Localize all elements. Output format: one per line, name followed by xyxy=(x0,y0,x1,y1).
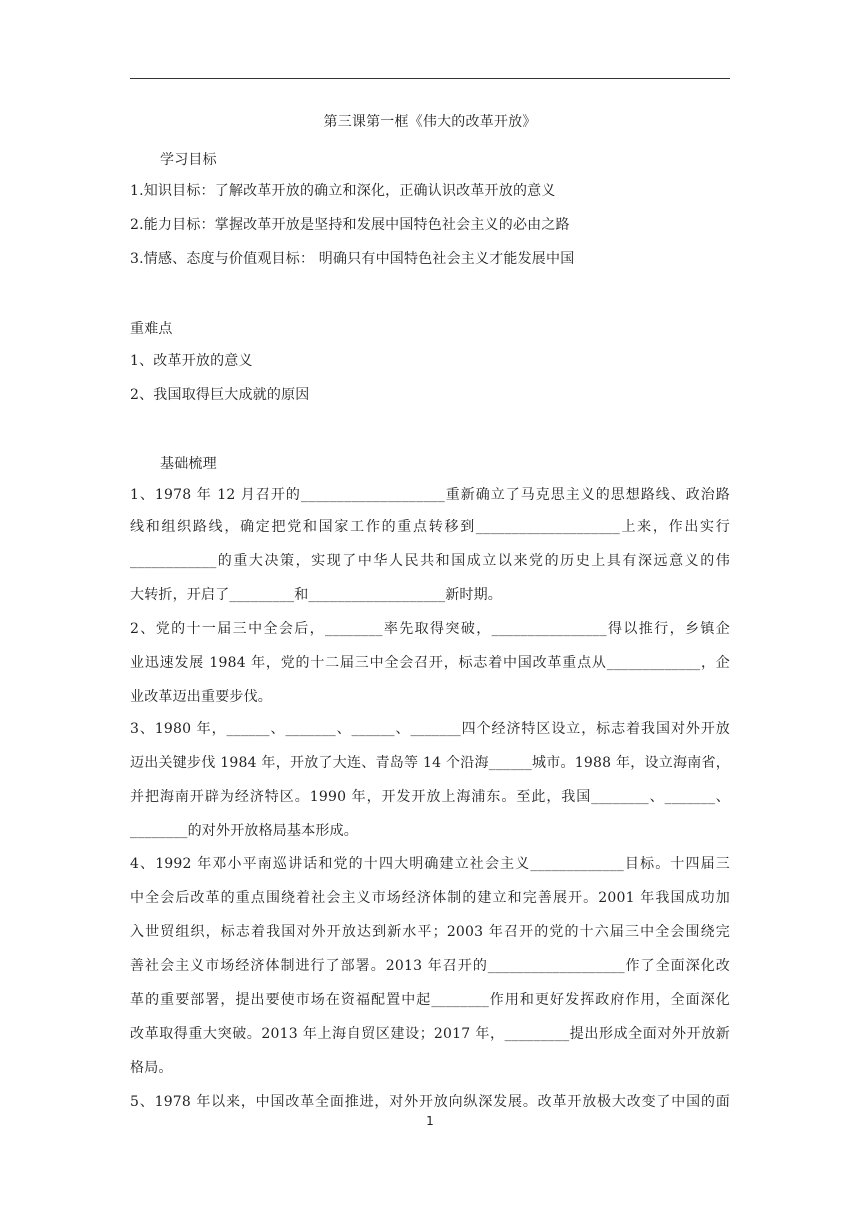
body-line: 改革取得重大突破。2013 年上海自贸区建设；2017 年，_________提出形成全面对外开放新 xyxy=(130,1026,730,1042)
body-line: 业改革迈出重要步伐。 xyxy=(130,689,272,705)
objective-item: 3.情感、态度与价值观目标： 明确只有中国特色社会主义才能发展中国 xyxy=(130,251,575,267)
key-points-heading: 重难点 xyxy=(130,321,173,337)
objective-item: 2.能力目标：掌握改革开放是坚持和发展中国特色社会主义的必由之路 xyxy=(130,217,570,233)
body-line: 并把海南开辟为经济特区。1990 年，开发开放上海浦东。至此，我国________、_______、 xyxy=(130,789,730,805)
body-line: ____________的重大决策，实现了中华人民共和国成立以来党的历史上具有深远意义的伟 xyxy=(130,553,730,569)
body-line: 格局。 xyxy=(130,1060,173,1076)
body-line: 1、1978 年 12 月召开的____________________重新确立了马克思主义的思想路线、政治路 xyxy=(130,487,730,503)
objectives-heading: 学习目标 xyxy=(160,152,217,168)
document-title: 第三课第一框《伟大的改革开放》 xyxy=(323,114,537,130)
body-line: 入世贸组织，标志着我国对外开放达到新水平；2003 年召开的党的十六届三中全会围绕完 xyxy=(130,924,730,940)
body-line: 业迅速发展 1984 年，党的十二届三中全会召开，标志着中国改革重点从_____________，企 xyxy=(130,655,730,671)
body-line: 2、党的十一届三中全会后，________率先取得突破，________________得以推行，乡镇企 xyxy=(130,621,730,637)
key-point-item: 1、改革开放的意义 xyxy=(130,353,253,369)
body-line: 迈出关键步伐 1984 年，开放了大连、青岛等 14 个沿海______城市。1988 年，设立海南省， xyxy=(130,755,730,771)
body-line: 线和组织路线，确定把党和国家工作的重点转移到____________________上来，作出实行 xyxy=(130,519,730,535)
body-line: 革的重要部署，提出要使市场在资福配置中起________作用和更好发挥政府作用，全面深化 xyxy=(130,992,730,1008)
page-number: 1 xyxy=(426,1114,434,1128)
body-line: 善社会主义市场经济体制进行了部署。2013 年召开的___________________作了全面深化改 xyxy=(130,958,730,974)
body-line: 3、1980 年，______、_______、______、_______四个经济特区设立，标志着我国对外开放 xyxy=(130,721,730,737)
objective-item: 1.知识目标：了解改革开放的确立和深化，正确认识改革开放的意义 xyxy=(130,183,556,199)
basics-heading: 基础梳理 xyxy=(160,456,217,472)
body-line: 5、1978 年以来，中国改革全面推进，对外开放向纵深发展。改革开放极大改变了中国的面 xyxy=(130,1094,730,1110)
body-line: 大转折，开启了_________和___________________新时期。 xyxy=(130,587,502,603)
header-rule xyxy=(130,78,730,79)
body-line: 中全会后改革的重点围绕着社会主义市场经济体制的建立和完善展开。2001 年我国成功加 xyxy=(130,890,730,906)
body-line: 4、1992 年邓小平南巡讲话和党的十四大明确建立社会主义_____________目标。十四届三 xyxy=(130,856,730,872)
body-line: ________的对外开放格局基本形成。 xyxy=(130,823,358,839)
key-point-item: 2、我国取得巨大成就的原因 xyxy=(130,387,310,403)
